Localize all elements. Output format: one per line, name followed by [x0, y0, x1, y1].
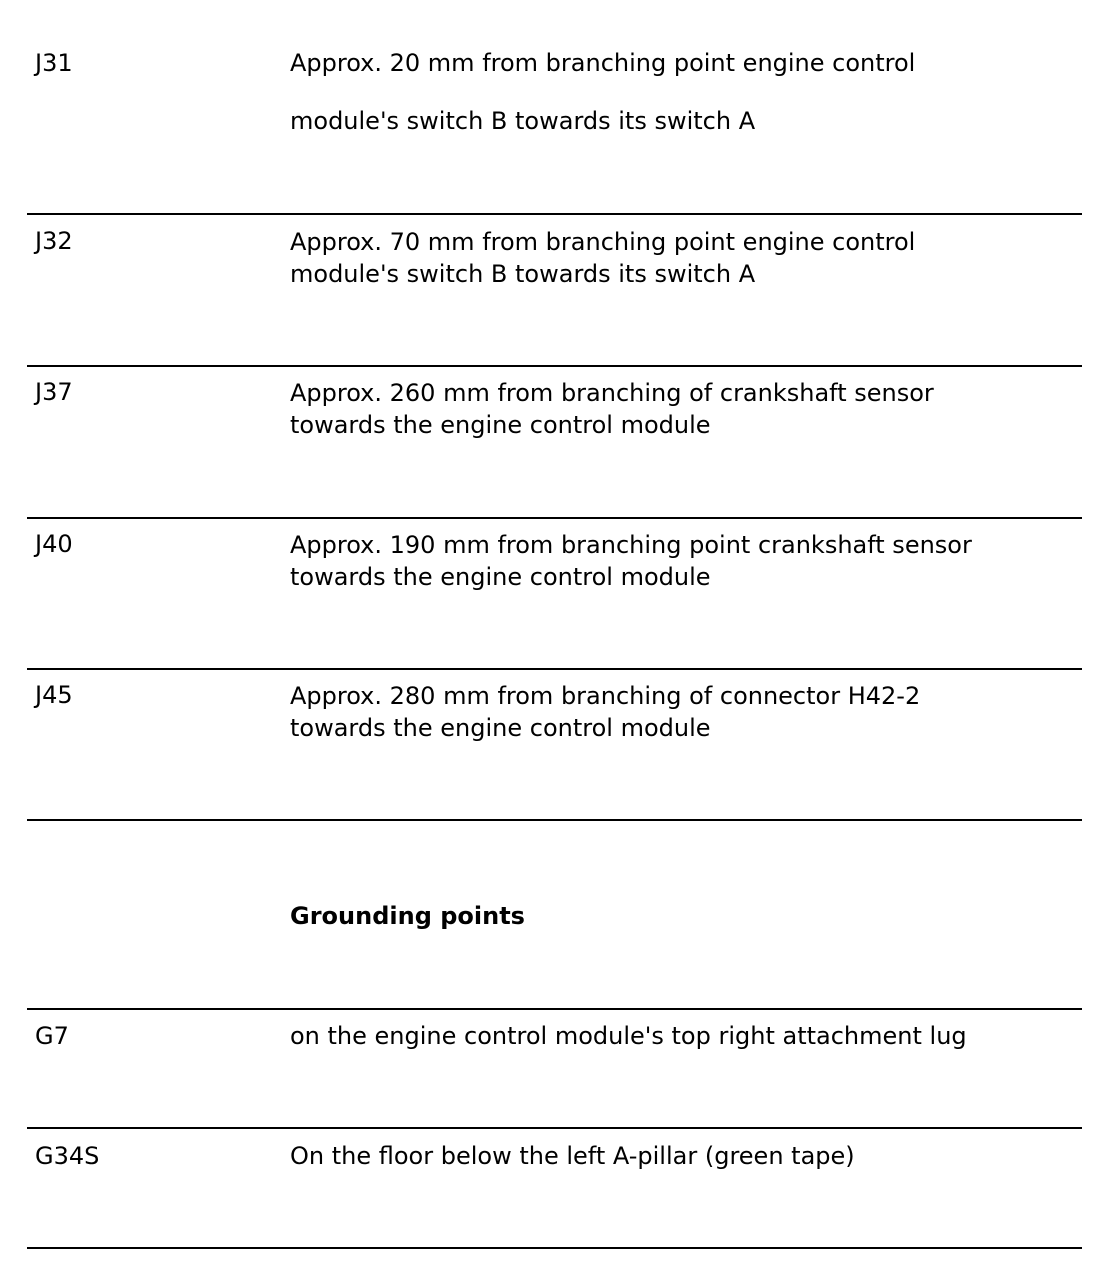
- divider: [27, 819, 1082, 821]
- description-line: towards the engine control module: [290, 411, 711, 439]
- entry-description: [290, 1020, 1090, 1052]
- entry-description: [290, 680, 1090, 744]
- section-heading: Grounding points: [290, 902, 525, 930]
- description-line: towards the engine control module: [290, 714, 711, 742]
- divider: [27, 1127, 1082, 1129]
- divider: [27, 365, 1082, 367]
- description-line: Approx. 70 mm from branching point engine control: [290, 228, 916, 256]
- description-line: Approx. 260 mm from branching of crankshaft sensor: [290, 379, 934, 407]
- divider: [27, 213, 1082, 215]
- entry-description: [290, 47, 1090, 137]
- entry-code: G34S: [35, 1142, 100, 1170]
- divider: [27, 1247, 1082, 1249]
- description-line: on the engine control module's top right attachment lug: [290, 1022, 967, 1050]
- description-line: Approx. 190 mm from branching point crankshaft sensor: [290, 531, 972, 559]
- description-line: module's switch B towards its switch A: [290, 107, 756, 135]
- entry-description: [290, 1140, 1090, 1172]
- entry-description: [290, 529, 1090, 593]
- description-line: Approx. 20 mm from branching point engine control: [290, 49, 916, 77]
- divider: [27, 668, 1082, 670]
- entry-code: J40: [35, 530, 73, 558]
- description-line: Approx. 280 mm from branching of connector H42-2: [290, 682, 921, 710]
- entry-description: [290, 377, 1090, 441]
- entry-code: J37: [35, 378, 73, 406]
- description-line: On the floor below the left A-pillar (green tape): [290, 1142, 855, 1170]
- entry-code: J32: [35, 227, 73, 255]
- divider: [27, 1008, 1082, 1010]
- entry-code: G7: [35, 1022, 69, 1050]
- description-line: module's switch B towards its switch A: [290, 260, 756, 288]
- divider: [27, 517, 1082, 519]
- entry-description: [290, 226, 1090, 290]
- entry-code: J45: [35, 681, 73, 709]
- description-line: towards the engine control module: [290, 563, 711, 591]
- entry-code: J31: [35, 49, 73, 77]
